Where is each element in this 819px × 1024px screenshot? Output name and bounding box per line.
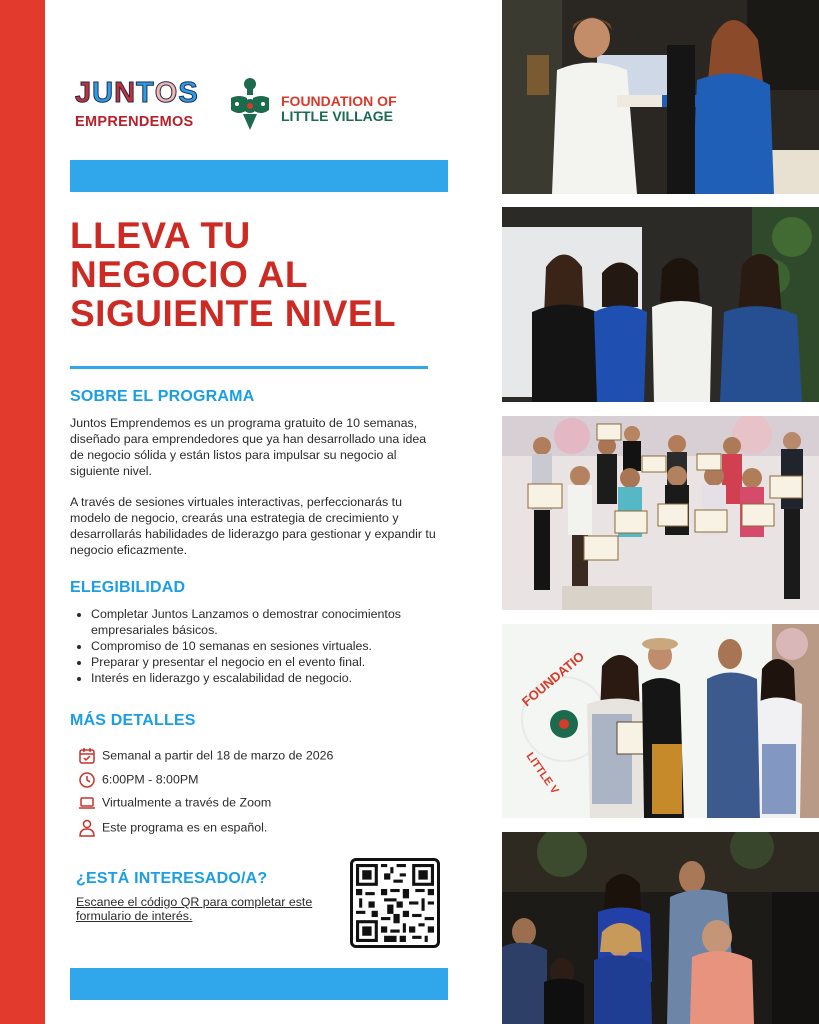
about-heading: SOBRE EL PROGRAMA [70,388,255,405]
detail-text: Virtualmente a través de Zoom [102,795,272,810]
eligibility-item: • Preparar y presentar el negocio en el evento final. [91,654,451,670]
page-title [70,216,470,333]
detail-text: 6:00PM - 8:00PM [102,772,199,787]
flv-emblem-icon [225,76,275,132]
event-photo-5 [502,832,819,1024]
event-photo-1 [502,0,819,194]
foundation-sign-photo-image [502,624,819,818]
crowd-photo-image [502,832,819,1024]
about-paragraph-2: A través de sesiones virtuales interactivas, perfeccionarás tu modelo de negocio, crearás una estrategia de crecimiento y desarrollarás habilidades de liderazgo para gestionar y expandir tu negocio eficazmente. [70,495,436,557]
person-icon [78,819,96,837]
headline-divider [70,366,428,369]
about-paragraph-1: Juntos Emprendemos es un programa gratuito de 10 semanas, diseñado para emprendedores que ya han desarrollado una idea de negocio sólida y están listos para impulsar su negocio al siguiente nivel. [70,416,427,478]
juntos-emprendemos-logo [75,78,211,130]
details-heading: MÁS DETALLES [70,712,196,729]
juntos-letter: O [154,77,179,109]
juntos-letter: J [75,77,93,109]
juntos-wordmark [75,78,211,108]
logo-row [75,76,415,136]
eligibility-heading: ELEGIBILIDAD [70,579,186,596]
group-photo-image [502,207,819,402]
juntos-letter: S [178,77,199,109]
certificate-group-photo-image [502,416,819,610]
headline-line-2: NEGOCIO AL [70,254,308,295]
eligibility-item: • Completar Juntos Lanzamos o demostrar conocimientos empresariales básicos. [91,606,451,638]
flyer-content [45,0,500,1024]
photo-sign-text-1: FOUNDATIO [518,648,588,710]
left-red-stripe [0,0,45,1024]
interest-heading: ¿ESTÁ INTERESADO/A? [76,870,268,887]
event-photo-2 [502,207,819,402]
event-photo-3 [502,416,819,610]
about-text [70,415,442,573]
headline-line-1: LLEVA TU [70,215,251,256]
detail-location [78,792,271,812]
foundation-little-village-logo [225,76,425,132]
qr-instructions-link[interactable]: Escanee el código QR para completar este formulario de interés. [76,895,313,923]
emprendemos-wordmark: EMPRENDEMOS [75,114,194,130]
handshake-photo-image [502,0,819,194]
laptop-icon [78,794,96,812]
detail-text: Este programa es en español. [102,820,268,835]
juntos-letter: U [92,77,115,109]
flv-line1: FOUNDATION OF [281,93,397,109]
calendar-icon [78,747,96,765]
clock-icon [78,771,96,789]
bottom-blue-bar [70,968,448,1000]
qr-code-icon [356,864,434,942]
photo-sign-text-2: LITTLE V [523,750,561,797]
eligibility-item: • Interés en liderazgo y escalabilidad de negocio. [91,670,451,686]
photo-column [500,0,819,1024]
top-blue-bar [70,160,448,192]
flv-wordmark [281,94,397,124]
event-photo-4 [502,624,819,818]
detail-language [78,817,267,837]
juntos-letter: T [136,77,155,109]
qr-code[interactable] [350,858,440,948]
eligibility-list [70,606,451,686]
detail-text: Semanal a partir del 18 de marzo de 2026 [102,748,334,763]
detail-time [78,769,198,789]
flv-line2: LITTLE VILLAGE [281,108,393,124]
headline-line-3: SIGUIENTE NIVEL [70,293,397,334]
detail-schedule [78,745,333,765]
juntos-letter: N [114,77,137,109]
eligibility-item: • Compromiso de 10 semanas en sesiones virtuales. [91,638,451,654]
